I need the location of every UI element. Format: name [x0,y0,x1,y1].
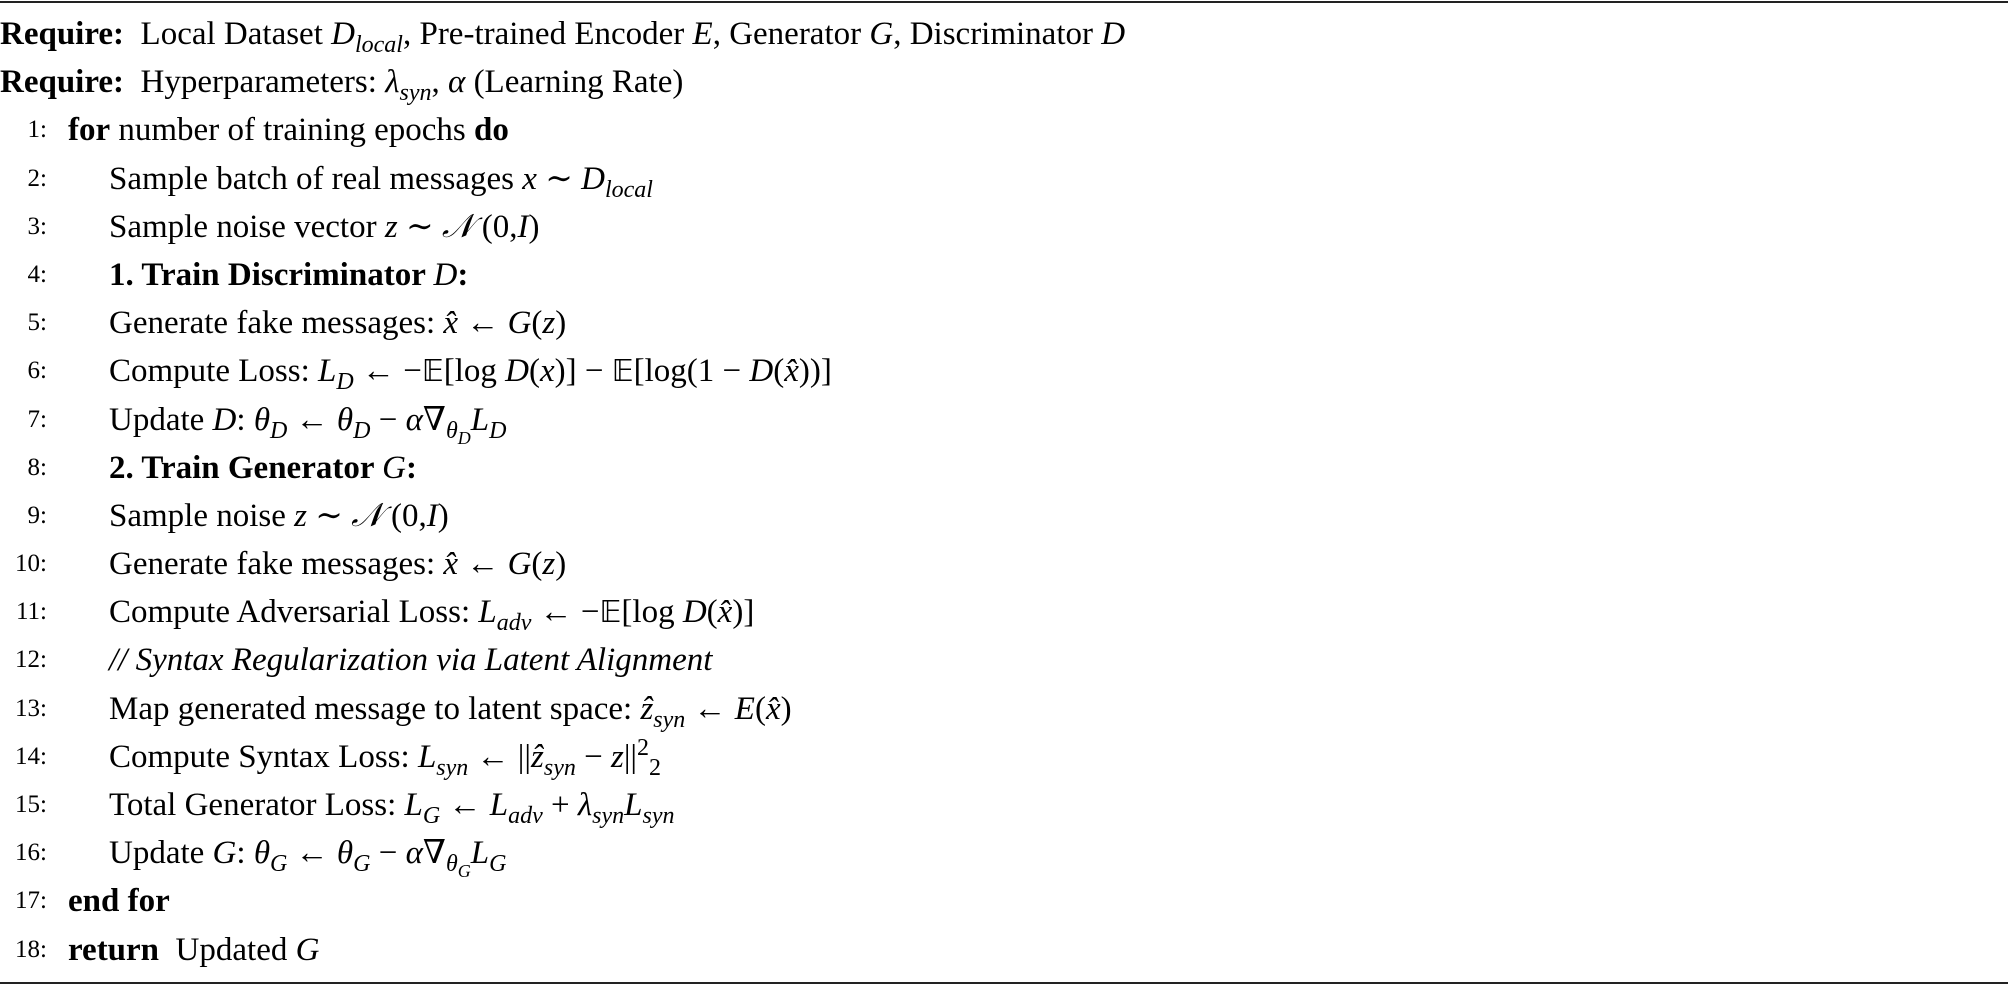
text-segment: E [692,16,713,52]
text-segment: Compute Adversarial Loss: [109,594,479,631]
text-segment: 𝔼 [421,354,444,390]
text-segment: z [610,738,624,775]
text-segment: ∇ [422,835,446,872]
line-content [68,106,509,154]
text-segment: x̂ [784,353,799,390]
text-segment: − [370,835,406,872]
text-segment: G [869,16,894,52]
text-segment: L [470,835,490,872]
text-segment: α [405,835,423,872]
line-number: 1: [27,116,47,144]
algorithm-line [0,829,2008,882]
text-segment: number of training epochs [110,112,474,149]
text-segment: ← [685,690,735,727]
line-content [109,347,832,396]
text-segment: , Pre-trained Encoder [402,16,693,52]
text-segment: D [505,353,529,390]
text-segment: D [489,417,507,444]
text-segment: x̂ [443,305,459,342]
text-segment: Hyperparameters: [124,64,386,101]
text-segment: adv [496,610,532,637]
line-number: 14: [15,742,47,770]
algorithm-line [0,251,2008,299]
text-segment: ← [287,401,337,438]
text-segment: λ [385,64,400,101]
keyword: 1. Train Discriminator [109,256,434,293]
text-segment: G [295,931,320,968]
line-number: 17: [15,887,47,915]
line-content [0,10,1125,58]
text-segment: ← [287,835,337,872]
text-segment: ∼ [397,208,442,245]
algorithm-line [0,347,2008,395]
text-segment: I [517,208,529,245]
text-segment: ∇ [422,401,446,438]
line-number: 18: [15,935,47,963]
text-segment: G [489,851,507,878]
text-segment: G [422,803,441,829]
text-segment: G [270,851,288,878]
text-segment: ) [528,208,540,245]
algorithm-line [0,444,2008,492]
text-segment: ))] [798,353,832,390]
text-segment: ← [458,546,508,583]
keyword: Require: [0,64,125,101]
text-segment: ( [529,353,540,390]
text-segment: Generate fake messages: [109,546,444,583]
keyword: return [68,931,160,968]
text-segment: , [431,64,448,101]
text-segment: x̂ [765,690,781,727]
text-segment: G [212,835,237,872]
text-segment: Compute Syntax Loss: [109,738,418,775]
text-segment: , Discriminator [893,16,1102,52]
text-segment: ) [555,305,567,342]
text-segment: λ [577,787,593,823]
text-segment: ← − [353,353,422,390]
line-content [109,685,792,733]
text-segment: ( [531,546,543,583]
algorithm-line [0,106,2008,154]
text-segment: local [354,32,403,58]
text-segment: syn [399,80,432,107]
algorithm-line [0,492,2008,540]
text-segment: : [236,401,254,438]
text-segment: D [353,417,371,444]
line-number: 9: [27,501,47,529]
text-segment: − [370,401,406,438]
text-segment: D [270,417,288,444]
text-segment: (0, [382,497,427,534]
text-segment: + [542,787,578,823]
text-segment: Compute Loss: [109,353,319,390]
text-segment: (0, [473,208,518,245]
bottom-rule [0,982,2008,984]
algorithm-line [0,299,2008,347]
line-content [109,540,566,588]
algorithm-line [0,588,2008,636]
text-segment: D [457,427,471,448]
text-segment: θ [336,835,354,872]
text-segment: Total Generator Loss: [109,787,405,823]
text-segment: Update [109,835,213,872]
text-segment: Updated [159,931,296,968]
text-segment: L [624,787,643,823]
text-segment: G [382,449,406,486]
line-content [109,588,754,637]
line-number: 2: [27,164,47,192]
keyword: 2. Train Generator [109,449,383,486]
text-segment: 𝒩 [351,497,383,534]
text-segment: || [623,738,638,775]
text-segment: ) [437,497,449,534]
line-number: 3: [27,212,47,240]
line-content [68,926,319,974]
keyword: for [68,112,111,149]
line-content [109,492,449,540]
text-segment: Sample noise vector [109,208,385,245]
text-segment: θ [336,401,354,438]
text-segment: L [318,353,337,390]
text-segment: Local Dataset [124,16,332,52]
text-segment: L [417,738,437,775]
text-segment: L [470,401,490,438]
text-segment: D [212,401,237,438]
text-segment: syn [592,803,625,829]
line-number: 5: [27,309,47,337]
line-number: 13: [15,694,47,722]
text-segment: x̂ [443,546,459,583]
algorithm-line [0,781,2008,829]
text-segment: D [749,353,774,390]
line-content [109,396,507,448]
text-segment: G [457,861,471,882]
text-segment: )] − [554,353,612,390]
text-segment: adv [508,803,543,829]
text-segment: Sample batch of real messages [109,160,523,197]
text-segment: : [236,835,254,872]
line-number: 11: [15,598,47,626]
text-segment: syn [653,706,686,733]
text-segment: ← || [468,738,532,775]
algorithm-line [0,58,2008,106]
line-content [109,155,653,203]
line-number: 6: [27,357,47,385]
text-segment: x̂ [717,594,733,631]
algorithm-line [0,877,2008,925]
text-segment: ← [458,305,508,342]
text-segment: θ [253,401,271,438]
text-segment: ẑ [531,738,544,775]
text-segment: ẑ [640,690,654,727]
text-segment: syn [543,754,576,781]
line-content [109,636,712,684]
line-content [109,444,417,492]
text-segment: D [1101,16,1126,52]
text-segment: ← [440,787,490,823]
line-content [68,877,170,925]
text-segment: z [542,305,556,342]
line-content [109,203,539,251]
line-content [109,781,675,829]
text-segment: )] [732,594,755,631]
text-segment: 2 [637,734,650,761]
line-number: 8: [27,453,47,481]
keyword: : [457,256,469,293]
text-segment: − [575,738,611,775]
keyword: do [473,112,509,149]
text-segment: D [682,594,707,631]
line-number: 12: [15,646,47,674]
line-content [109,829,507,882]
algorithm-line [0,155,2008,203]
text-segment: 𝔼 [599,595,622,631]
text-segment: // Syntax Regularization via Latent Alignment [109,642,713,679]
text-segment: z [294,497,307,534]
text-segment: D [433,256,458,293]
text-segment: ) [780,690,792,727]
text-segment: x [540,353,555,390]
text-segment: (Learning Rate) [465,64,684,101]
algorithm-line [0,733,2008,781]
algorithm-line [0,203,2008,251]
text-segment: θ [445,417,458,444]
algorithm-line [0,685,2008,733]
text-segment: local [604,176,653,203]
text-segment: Map generated message to latent space: [109,690,641,727]
text-segment: G [507,546,532,583]
text-segment: [log(1 − [633,353,750,390]
line-content [0,58,683,106]
text-segment: ( [531,305,543,342]
keyword: : [405,449,417,486]
algorithm-line [0,10,2008,58]
line-number: 10: [15,550,47,578]
text-segment: L [489,787,509,823]
text-segment: Sample noise [109,497,295,534]
line-content [109,733,661,781]
algorithm-line [0,636,2008,684]
text-segment: D [336,369,354,396]
text-segment: ∼ [307,497,352,534]
text-segment: syn [642,803,675,829]
algorithm-block [0,10,2008,974]
algorithm-line [0,540,2008,588]
text-segment: 𝒩 [441,208,474,245]
text-segment: I [426,497,438,534]
text-segment: L [478,594,497,631]
algorithm-line [0,396,2008,448]
text-segment: D [581,160,605,197]
text-segment: 𝔼 [611,354,634,390]
algorithm-line [0,926,2008,974]
text-segment: G [507,305,532,342]
text-segment: ) [555,546,567,583]
text-segment: α [405,401,423,438]
text-segment: x [522,160,537,197]
text-segment: , Generator [712,16,870,52]
top-rule [0,1,2008,3]
line-content [109,251,468,299]
text-segment: [log [621,594,683,631]
text-segment: α [447,64,466,101]
text-segment: ← − [531,594,600,631]
text-segment: ( [754,690,766,727]
text-segment: L [404,787,423,823]
text-segment: ( [773,353,785,390]
text-segment: θ [445,851,458,878]
line-number: 4: [27,260,47,288]
line-content [109,299,566,347]
text-segment: z [384,208,398,245]
text-segment: [log [443,353,506,390]
text-segment: D [331,16,355,52]
text-segment: θ [253,835,271,872]
keyword: end for [68,883,170,920]
line-number: 16: [15,839,47,867]
line-number: 7: [27,405,47,433]
text-segment: ∼ [536,160,582,197]
text-segment: 2 [649,754,662,781]
text-segment: ( [706,594,718,631]
text-segment: syn [436,754,469,781]
keyword: Require: [0,16,125,52]
line-number: 15: [15,791,47,818]
text-segment: G [353,851,371,878]
text-segment: z [542,546,556,583]
text-segment: E [734,690,755,727]
text-segment: Update [109,401,213,438]
text-segment: Generate fake messages: [109,305,444,342]
